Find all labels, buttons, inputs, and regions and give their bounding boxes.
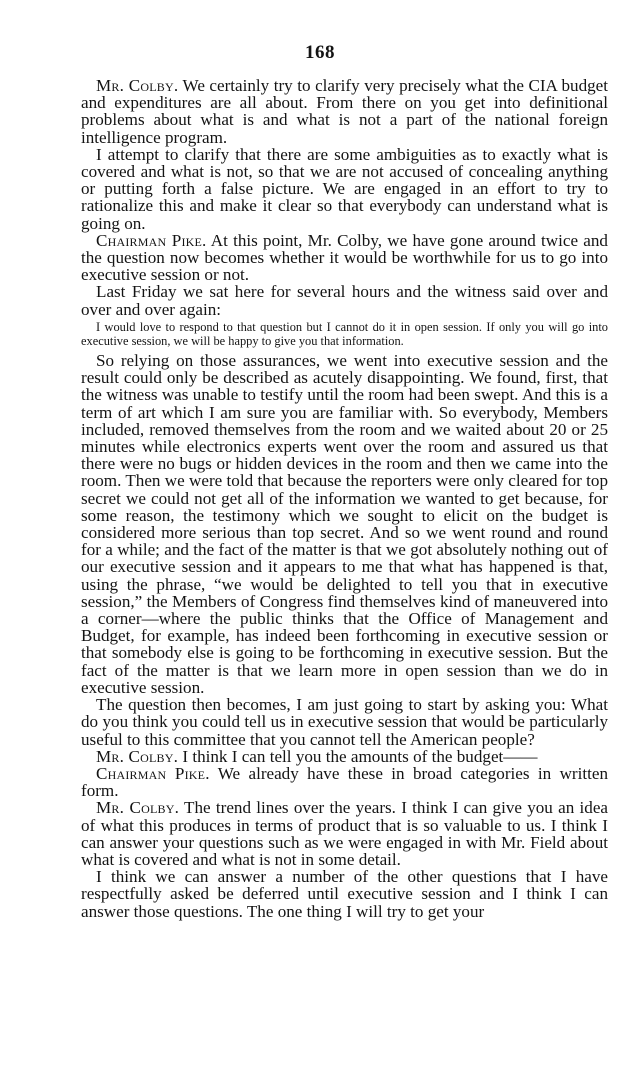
paragraph-assurances [81,352,608,696]
paragraph-colby-trend-lines [81,799,608,868]
paragraph-text: At this point, Mr. Colby, we have gone around twice and the question now becomes whether it would be worthwhile for us to go into executive session or not. [81,230,608,285]
paragraph-colby-amounts [81,748,608,765]
paragraph-colby-clarify-budget [81,77,608,146]
paragraph-last-friday [81,283,608,317]
block-quote: I would love to respond to that question but I cannot do it in open session. If only you will go into executive session, we will be happy to give you that information. [81,319,608,349]
paragraph-text: I think I can tell you the amounts of the budget—— [178,746,538,766]
paragraph-question [81,696,608,748]
paragraph-text: The trend lines over the years. I think I can give you an idea of what this produces in terms of product that is so valuable to us. I think I can answer your questions such as we were engaged in with Mr. Field about what is covered and what is not in some detail. [81,798,608,869]
paragraph-other-questions [81,868,608,920]
page-number: 168 [305,42,335,63]
speaker-label: Mr. Colby. [96,76,179,95]
transcript-body [81,77,608,920]
paragraph-pike-executive-session [81,232,608,284]
speaker-label: Mr. Colby. [96,798,180,818]
paragraph-text: I attempt to clarify that there are some ambiguities as to exactly what is covered and what is not, so that we are not accused of concealing anything or putting forth a false picture. We are engaged in an effort to try to rationalize this and make it clear so that everybody can understand what is going on. [81,144,608,233]
paragraph-text: Last Friday we sat here for several hours and the witness said over and over and over again: [81,282,608,319]
paragraph-pike-broad-categories [81,765,608,799]
paragraph-text: The question then becomes, I am just going to start by asking you: What do you think you could tell us in executive session that would be particularly useful to this committee that you cannot tell the American people? [81,695,608,749]
paragraph-text: So relying on those assurances, we went into executive session and the result could only be described as acutely disappointing. We found, first, that the witness was unable to testify until the room had been swept. And this is a term of art which I am sure you are familiar with. So everybody, Members included, removed themselves from the room and we waited about 20 or 25 minutes while electronics experts went over the room and assured us that there were no bugs or hidden devices in the room and then we came into the room. Then we were told that because the reporters were only cleared for top secret we could not get all of the information we wanted to get because, for some reason, the testimony which we sought to elicit on the budget is considered more serious than top secret. And so we went round and round for a while; and the fact of the matter is that we got absolutely nothing out of our executive session and it appears to me that what has happened is that, using the phrase, “we would be delighted to tell you that in executive session,” the Members of Congress find themselves kind of maneuvered into a corner—where the public thinks that the Office of Management and Budget, for example, has indeed been forthcoming in executive session or that somebody else is going to be forthcoming in executive session. But the fact of the matter is that we learn more in open session than we do in executive session. [81,351,608,697]
speaker-label: Mr. Colby. [96,746,179,766]
paragraph-ambiguities [81,146,608,232]
paragraph-text: I think we can answer a number of the other questions that I have respectfully asked be deferred until executive session and I think I can answer those questions. The one thing I will try to get your [81,867,608,921]
speaker-label: Chairman Pike. [96,230,207,250]
paragraph-text: We certainly try to clarify very precisely what the CIA budget and expenditures are all about. From there on you get into definitional problems about what is and what is not a part of the national foreign intelligence program. [81,76,608,147]
speaker-label: Chairman Pike. [96,763,210,783]
paragraph-text: We already have these in broad categories in written form. [81,763,608,801]
